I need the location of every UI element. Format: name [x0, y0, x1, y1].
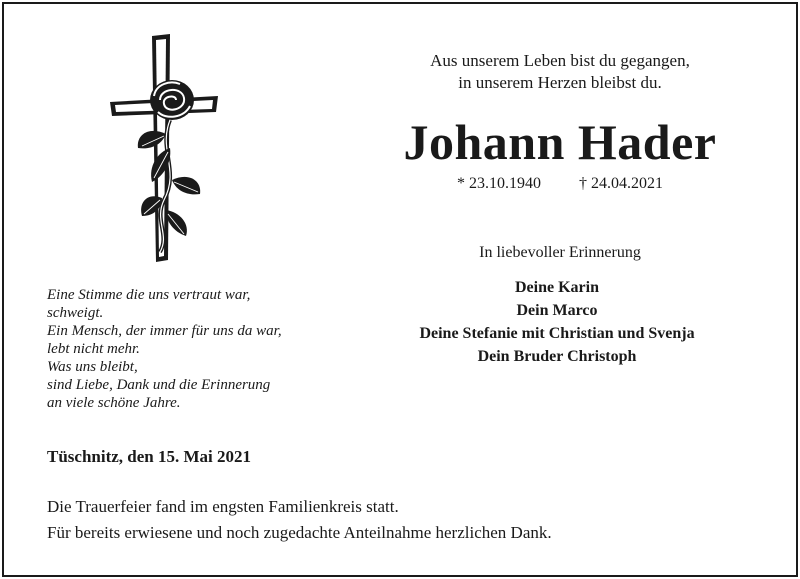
mourner: Deine Stefanie mit Christian und Svenja: [419, 325, 695, 342]
mourners-list: [372, 276, 742, 368]
death-date: † 24.04.2021: [579, 175, 663, 192]
footer-notice: [47, 494, 552, 546]
birth-date: * 23.10.1940: [457, 175, 541, 192]
footer-line: Für bereits erwiesene und noch zugedachte Anteilnahme herzlichen Dank.: [47, 523, 552, 542]
deceased-name: Johann Hader: [403, 114, 717, 170]
footer-line: Die Trauerfeier fand im engsten Familienkreis statt.: [47, 497, 399, 516]
motto: [400, 50, 720, 94]
poem-line: sind Liebe, Dank und die Erinnerung: [47, 377, 271, 393]
mourner: Dein Bruder Christoph: [477, 348, 637, 365]
poem-line: lebt nicht mehr.: [47, 341, 140, 357]
poem: [47, 286, 347, 412]
remembrance-line: In liebevoller Erinnerung: [479, 244, 641, 261]
motto-line-1: Aus unserem Leben bist du gegangen,: [430, 51, 690, 70]
poem-line: an viele schöne Jahre.: [47, 395, 181, 411]
poem-line: schweigt.: [47, 305, 104, 321]
mourner: Deine Karin: [515, 279, 599, 296]
motto-line-2: in unserem Herzen bleibst du.: [458, 73, 662, 92]
poem-line: Was uns bleibt,: [47, 359, 138, 375]
cross-with-rose-icon: [100, 30, 230, 270]
poem-line: Eine Stimme die uns vertraut war,: [47, 287, 251, 303]
life-dates: [400, 173, 720, 195]
place-and-date: Tüschnitz, den 15. Mai 2021: [47, 447, 252, 466]
poem-line: Ein Mensch, der immer für uns da war,: [47, 323, 282, 339]
mourner: Dein Marco: [516, 302, 598, 319]
